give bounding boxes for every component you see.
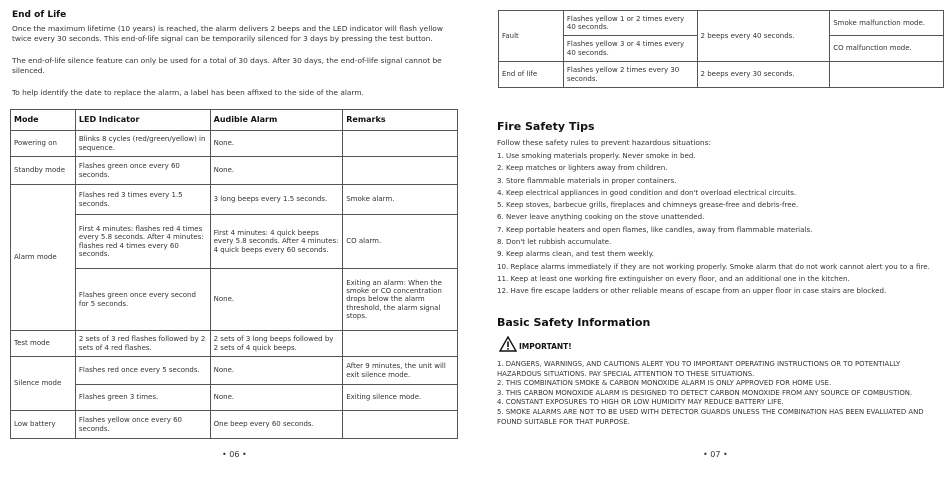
remarks-cell: Smoke alarm. (343, 185, 458, 215)
list-item: 3. Store flammable materials in proper containers. (497, 175, 677, 185)
mode-cell: End of life (499, 62, 564, 88)
remarks-cell: Exiting silence mode. (343, 385, 458, 411)
led-cell: Flashes green 3 times. (75, 385, 210, 411)
end-of-life-paragraph-2: The end-of-life silence feature can only be used for a total of 30 days. After 30 days, the end-of-life signal cannot be silenced. (12, 56, 442, 75)
column-header-remarks: Remarks (343, 110, 458, 131)
mode-cell: Alarm mode (11, 185, 76, 331)
led-cell: Flashes yellow 3 or 4 times every 40 seconds. (563, 36, 697, 62)
list-item: 9. Keep alarms clean, and test them weekly. (497, 249, 655, 259)
fire-safety-intro: Follow these safety rules to prevent hazardous situations: (497, 138, 711, 147)
led-cell: First 4 minutes: flashes red 4 times every 5.8 seconds. After 4 minutes: flashes red 4 times every 60 seconds. (75, 215, 210, 269)
list-item: 11. Keep at least one working fire extinguisher on every floor, and an additional one in the kitchen. (497, 273, 850, 283)
table-row (499, 11, 944, 36)
remarks-cell: CO malfunction mode. (830, 36, 944, 62)
remarks-cell: Smoke malfunction mode. (830, 11, 944, 36)
list-item: 2. THIS COMBINATION SMOKE & CARBON MONOXIDE ALARM IS ONLY APPROVED FOR HOME USE. (497, 379, 832, 388)
mode-cell: Low battery (11, 411, 76, 439)
important-label: IMPORTANT! (519, 342, 572, 351)
audible-cell: 3 long beeps every 1.5 seconds. (210, 185, 343, 215)
remarks-cell (343, 131, 458, 157)
mode-cell: Standby mode (11, 157, 76, 185)
column-header-audible: Audible Alarm (210, 110, 343, 131)
remarks-cell: Exiting an alarm: When the smoke or CO concentration drops below the alarm threshold, the alarm signal stops. (343, 269, 458, 331)
remarks-cell (343, 411, 458, 439)
remarks-cell (343, 331, 458, 357)
remarks-cell: After 9 minutes, the unit will exit silence mode. (343, 357, 458, 385)
led-cell: Flashes green once every second for 5 seconds. (75, 269, 210, 331)
audible-cell: One beep every 60 seconds. (210, 411, 343, 439)
audible-cell: None. (210, 385, 343, 411)
audible-cell: First 4 minutes: 4 quick beeps every 5.8 seconds. After 4 minutes: 4 quick beeps every 60 seconds. (210, 215, 343, 269)
list-item: 10. Replace alarms immediately if they are not working properly. Smoke alarm that do not work cannot alert you to a fire. (497, 261, 930, 271)
mode-cell: Powering on (11, 131, 76, 157)
remarks-cell: CO alarm. (343, 215, 458, 269)
basic-safety-heading: Basic Safety Information (497, 316, 651, 329)
warning-triangle-icon (499, 336, 517, 352)
basic-safety-list (497, 360, 937, 427)
table-row (11, 215, 458, 269)
led-cell: Flashes green once every 60 seconds. (75, 157, 210, 185)
right-page (475, 0, 950, 477)
led-cell: 2 sets of 3 red flashes followed by 2 sets of 4 red flashes. (75, 331, 210, 357)
list-item: 2. Keep matches or lighters away from children. (497, 163, 668, 173)
audible-cell: None. (210, 357, 343, 385)
table-row (11, 157, 458, 185)
list-item: 5. Keep stoves, barbecue grills, fireplaces and chimneys grease-free and debris-free. (497, 200, 799, 210)
audible-cell: None. (210, 269, 343, 331)
table-row (499, 62, 944, 88)
fault-modes-table (498, 10, 944, 88)
column-header-mode: Mode (11, 110, 76, 131)
mode-cell: Test mode (11, 331, 76, 357)
list-item: 4. CONSTANT EXPOSURES TO HIGH OR LOW HUMIDITY MAY REDUCE BATTERY LIFE. (497, 398, 784, 407)
audible-cell: 2 beeps every 30 seconds. (697, 62, 830, 88)
audible-cell: 2 beeps every 40 seconds. (697, 11, 830, 62)
list-item: 3. THIS CARBON MONOXIDE ALARM IS DESIGNED TO DETECT CARBON MONOXIDE FROM ANY SOURCE OF COMBUSTION. (497, 388, 913, 397)
remarks-cell (830, 62, 944, 88)
table-row (11, 269, 458, 331)
audible-cell: None. (210, 131, 343, 157)
led-cell: Flashes yellow once every 60 seconds. (75, 411, 210, 439)
table-row (11, 185, 458, 215)
table-header-row (11, 110, 458, 131)
list-item: 5. SMOKE ALARMS ARE NOT TO BE USED WITH DETECTOR GUARDS UNLESS THE COMBINATION HAS BEEN EVALUATED AND FOUND SUITABLE FOR THAT PURPOSE. (497, 407, 924, 426)
fire-safety-list (497, 150, 947, 298)
table-row (11, 331, 458, 357)
page-number-right: • 07 • (703, 450, 728, 459)
list-item: 7. Keep portable heaters and open flames, like candles, away from flammable materials. (497, 224, 813, 234)
list-item: 12. Have fire escape ladders or other reliable means of escape from an upper floor in case stairs are blocked. (497, 286, 887, 296)
audible-cell: None. (210, 157, 343, 185)
alarm-modes-table (10, 109, 458, 439)
table-row (11, 131, 458, 157)
list-item: 1. Use smoking materials properly. Never smoke in bed. (497, 151, 696, 160)
page-number-left: • 06 • (222, 450, 247, 459)
led-cell: Blinks 8 cycles (red/green/yellow) in sequence. (75, 131, 210, 157)
list-item: 4. Keep electrical appliances in good condition and don't overload electrical circuits. (497, 187, 797, 197)
list-item: 8. Don't let rubbish accumulate. (497, 237, 612, 247)
mode-cell: Silence mode (11, 357, 76, 411)
list-item: 6. Never leave anything cooking on the stove unattended. (497, 212, 705, 222)
end-of-life-paragraph-3: To help identify the date to replace the alarm, a label has been affixed to the side of the alarm. (12, 88, 364, 97)
mode-cell: Fault (499, 11, 564, 62)
table-row (11, 411, 458, 439)
fire-safety-heading: Fire Safety Tips (497, 120, 595, 133)
column-header-led: LED Indicator (75, 110, 210, 131)
led-cell: Flashes red once every 5 seconds. (75, 357, 210, 385)
end-of-life-heading: End of Life (12, 10, 67, 20)
audible-cell: 2 sets of 3 long beeps followed by 2 sets of 4 quick beeps. (210, 331, 343, 357)
end-of-life-paragraph-1: Once the maximum lifetime (10 years) is reached, the alarm delivers 2 beeps and the LED indicator will flash yellow twice every 30 seconds. This end-of-life signal can be temporarily silenced for 3 days by pressing the test button. (12, 24, 443, 43)
led-cell: Flashes red 3 times every 1.5 seconds. (75, 185, 210, 215)
led-cell: Flashes yellow 1 or 2 times every 40 seconds. (563, 11, 697, 36)
remarks-cell (343, 157, 458, 185)
led-cell: Flashes yellow 2 times every 30 seconds. (563, 62, 697, 88)
list-item: 1. DANGERS, WARNINGS, AND CAUTIONS ALERT YOU TO IMPORTANT OPERATING INSTRUCTIONS OR TO POTENTIALLY HAZARDOUS SITUATIONS. PAY SPECIAL ATTENTION TO THESE SITUATIONS. (497, 360, 901, 378)
table-row (11, 385, 458, 411)
table-row (11, 357, 458, 385)
